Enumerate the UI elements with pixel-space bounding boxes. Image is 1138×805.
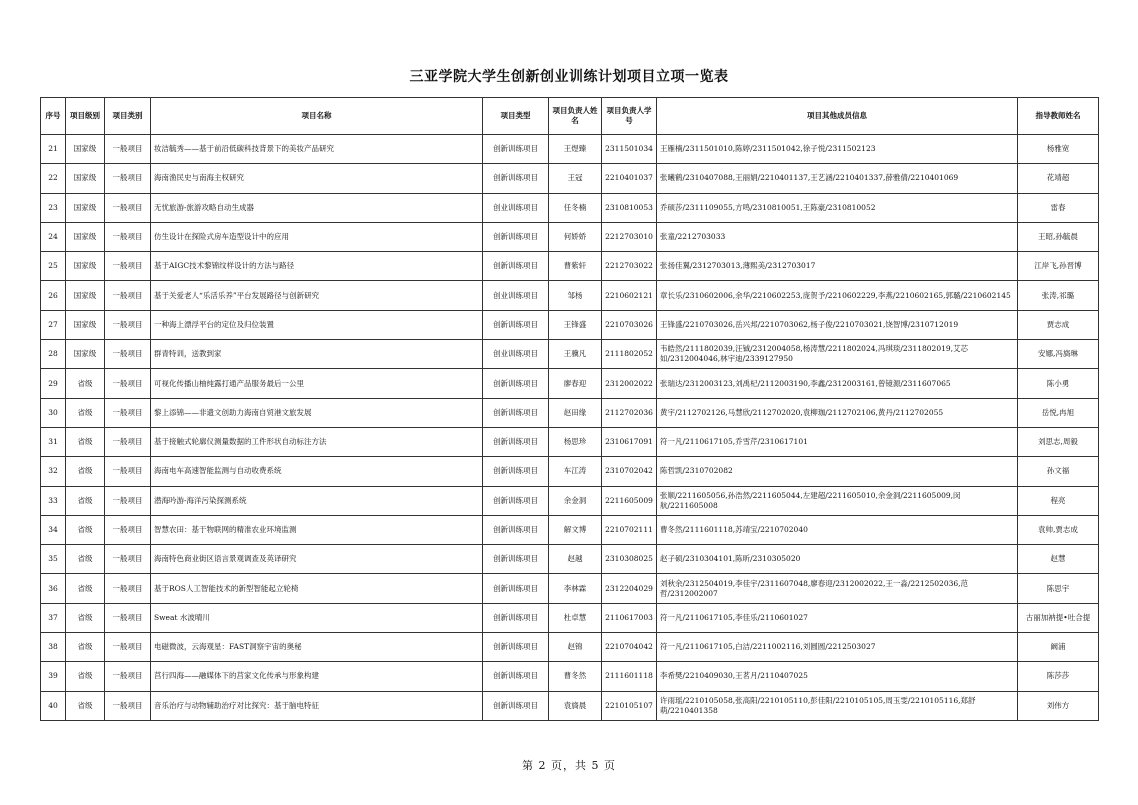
table-row: [41, 310, 1099, 339]
cell-project-type: 创新训练项目: [483, 662, 549, 691]
header-members: 项目其他成员信息: [657, 98, 1018, 135]
table-row: [41, 135, 1099, 164]
cell-members: 乔硕莎/2311109055,方鸣/2310810051,王陈豪/2310810052: [657, 193, 1018, 222]
cell-leader: 余金洞: [549, 486, 602, 515]
cell-project-name: 海南渔民史与南海主权研究: [151, 164, 483, 193]
cell-level: 省级: [66, 369, 105, 398]
cell-project-type: 创新训练项目: [483, 135, 549, 164]
cell-level: 国家级: [66, 164, 105, 193]
cell-leader-id: 2210602121: [602, 281, 657, 310]
cell-advisor: 雷春: [1018, 193, 1099, 222]
table-row: [41, 340, 1099, 369]
cell-leader: 任冬楠: [549, 193, 602, 222]
cell-category: 一般项目: [105, 164, 151, 193]
header-advisor: 指导教师姓名: [1018, 98, 1099, 135]
cell-advisor: 杨雅宽: [1018, 135, 1099, 164]
cell-leader: 曹紫轩: [549, 252, 602, 281]
cell-project-name: 仿生设计在探险式房车造型设计中的应用: [151, 222, 483, 251]
table-row: [41, 281, 1099, 310]
cell-project-type: 创新训练项目: [483, 252, 549, 281]
cell-category: 一般项目: [105, 457, 151, 486]
cell-category: 一般项目: [105, 603, 151, 632]
table-row: [41, 633, 1099, 662]
cell-members: 许雨瑶/2210105058,张高阳/2210105110,彭佳阳/2210105105,周玉雯/2210105116,郑舒萌/2210401358: [657, 691, 1018, 720]
cell-advisor: 袁帅,贾志成: [1018, 515, 1099, 544]
cell-project-name: 基于ROS人工智能技术的新型智能起立轮椅: [151, 574, 483, 603]
cell-project-type: 创新训练项目: [483, 486, 549, 515]
cell-project-name: 海南特色商业街区语言景观调查及英译研究: [151, 545, 483, 574]
table-row: [41, 515, 1099, 544]
cell-leader: 车江涛: [549, 457, 602, 486]
cell-leader-id: 2310702042: [602, 457, 657, 486]
table-row: [41, 545, 1099, 574]
cell-project-name: 妆洁毓秀——基于前沿低碳科技背景下的美妆产品研究: [151, 135, 483, 164]
project-table: [40, 97, 1099, 721]
cell-leader-id: 2212703022: [602, 252, 657, 281]
cell-no: 36: [41, 574, 66, 603]
cell-category: 一般项目: [105, 486, 151, 515]
cell-advisor: 程亮: [1018, 486, 1099, 515]
cell-category: 一般项目: [105, 662, 151, 691]
cell-level: 省级: [66, 515, 105, 544]
cell-members: 张曦鹤/2310407088,王丽娟/2210401137,王艺涵/2210401337,薛雅倩/2210401069: [657, 164, 1018, 193]
cell-level: 国家级: [66, 310, 105, 339]
cell-members: 曹冬然/2111601118,苏靖宝/2210702040: [657, 515, 1018, 544]
cell-members: 张顺/2211605056,孙浩然/2211605044,左建超/2211605010,余金洞/2211605009,闵航/2211605008: [657, 486, 1018, 515]
cell-leader: 王煜臻: [549, 135, 602, 164]
cell-leader: 王骥凡: [549, 340, 602, 369]
cell-project-type: 创新训练项目: [483, 545, 549, 574]
cell-advisor: 刘伟方: [1018, 691, 1099, 720]
cell-level: 省级: [66, 662, 105, 691]
cell-members: 章长乐/2310602006,余华/2210602253,庞贺予/2210602229,李燕/2210602165,郭璐/2210602145: [657, 281, 1018, 310]
cell-project-type: 创新训练项目: [483, 164, 549, 193]
cell-no: 23: [41, 193, 66, 222]
cell-advisor: 赵慧: [1018, 545, 1099, 574]
cell-leader: 袁旖晨: [549, 691, 602, 720]
cell-level: 省级: [66, 691, 105, 720]
cell-members: 赵子硕/2310304101,陈昕/2310305020: [657, 545, 1018, 574]
cell-advisor: 阚浦: [1018, 633, 1099, 662]
cell-leader: 邹杨: [549, 281, 602, 310]
cell-leader: 解文博: [549, 515, 602, 544]
cell-members: 黄宇/2112702126,马慧欣/2112702020,袁柳珈/2112702106,黄丹/2112702055: [657, 398, 1018, 427]
cell-category: 一般项目: [105, 515, 151, 544]
cell-project-name: 基于AIGC技术黎锦纹样设计的方法与路径: [151, 252, 483, 281]
cell-category: 一般项目: [105, 340, 151, 369]
cell-advisor: 孙文福: [1018, 457, 1099, 486]
cell-level: 省级: [66, 427, 105, 456]
cell-leader-id: 2110617003: [602, 603, 657, 632]
table-row: [41, 691, 1099, 720]
cell-project-name: 潜海吟游-海洋污染探测系统: [151, 486, 483, 515]
cell-category: 一般项目: [105, 252, 151, 281]
cell-level: 省级: [66, 457, 105, 486]
cell-level: 国家级: [66, 340, 105, 369]
cell-leader-id: 2210105107: [602, 691, 657, 720]
cell-leader-id: 2310810053: [602, 193, 657, 222]
cell-advisor: 张涛,祁璐: [1018, 281, 1099, 310]
document-title: 三亚学院大学生创新创业训练计划项目立项一览表: [409, 69, 729, 85]
cell-members: 李希樊/2210409030,王茗月/2110407025: [657, 662, 1018, 691]
table-row: [41, 486, 1099, 515]
cell-advisor: 安娜,冯旖琳: [1018, 340, 1099, 369]
cell-project-name: 智慧农田：基于物联网的精准农业环境监测: [151, 515, 483, 544]
cell-level: 国家级: [66, 135, 105, 164]
cell-leader: 王锋盛: [549, 310, 602, 339]
table-row: [41, 193, 1099, 222]
cell-members: 符一凡/2110617105,白洁/2211002116,刘圆圆/2212503027: [657, 633, 1018, 662]
cell-leader-id: 2312002022: [602, 369, 657, 398]
cell-project-type: 创新训练项目: [483, 457, 549, 486]
cell-leader-id: 2310308025: [602, 545, 657, 574]
cell-no: 32: [41, 457, 66, 486]
table-row: [41, 398, 1099, 427]
cell-project-name: 音乐治疗与动物辅助治疗对比探究：基于脑电特征: [151, 691, 483, 720]
cell-no: 24: [41, 222, 66, 251]
cell-leader: 杜卓慧: [549, 603, 602, 632]
cell-members: 符一凡/2110617105,李佳乐/2110601027: [657, 603, 1018, 632]
cell-leader: 何娇娇: [549, 222, 602, 251]
cell-no: 35: [41, 545, 66, 574]
cell-project-type: 创新训练项目: [483, 310, 549, 339]
cell-project-type: 创业训练项目: [483, 340, 549, 369]
table-row: [41, 574, 1099, 603]
cell-project-name: 一种海上漂浮平台的定位及归位装置: [151, 310, 483, 339]
cell-category: 一般项目: [105, 193, 151, 222]
cell-members: 张瑞达/2312003123,刘禹杞/2112003190,李鑫/2312003161,曾镜源/2311607065: [657, 369, 1018, 398]
cell-leader: 王冠: [549, 164, 602, 193]
cell-project-type: 创新训练项目: [483, 398, 549, 427]
page-footer: 第 2 页，共 5 页: [522, 759, 616, 772]
cell-no: 33: [41, 486, 66, 515]
cell-project-type: 创业训练项目: [483, 281, 549, 310]
cell-no: 31: [41, 427, 66, 456]
cell-project-type: 创新训练项目: [483, 633, 549, 662]
table-row: [41, 457, 1099, 486]
table-row: [41, 222, 1099, 251]
cell-project-name: 可视化传播山柚纯露打通产品服务最后一公里: [151, 369, 483, 398]
cell-project-type: 创业训练项目: [483, 193, 549, 222]
cell-no: 29: [41, 369, 66, 398]
cell-leader-id: 2310617091: [602, 427, 657, 456]
cell-project-type: 创新训练项目: [483, 515, 549, 544]
cell-no: 30: [41, 398, 66, 427]
header-level: 项目级别: [66, 98, 105, 135]
table-row: [41, 369, 1099, 398]
cell-project-name: 黎上添锦——非遗文创助力海南自贸港文旅发展: [151, 398, 483, 427]
cell-members: 王锋盛/2210703026,岳兴邦/2210703062,杨子俊/2210703021,饶智博/2310712019: [657, 310, 1018, 339]
cell-leader: 赵越: [549, 545, 602, 574]
cell-project-name: 无忧旅游-旅游攻略自动生成器: [151, 193, 483, 222]
cell-project-name: Sweat 水波晴川: [151, 603, 483, 632]
cell-level: 省级: [66, 545, 105, 574]
cell-project-name: 群青特训，送教到家: [151, 340, 483, 369]
cell-project-type: 创新训练项目: [483, 603, 549, 632]
cell-level: 省级: [66, 603, 105, 632]
cell-level: 省级: [66, 486, 105, 515]
cell-members: 陈哲凯/2310702082: [657, 457, 1018, 486]
cell-leader-id: 2210704042: [602, 633, 657, 662]
cell-no: 27: [41, 310, 66, 339]
cell-no: 22: [41, 164, 66, 193]
cell-leader-id: 2212703010: [602, 222, 657, 251]
cell-project-name: 莒行四海——融媒体下的莒家文化传承与形象构建: [151, 662, 483, 691]
cell-category: 一般项目: [105, 574, 151, 603]
cell-no: 21: [41, 135, 66, 164]
cell-leader: 杨思珍: [549, 427, 602, 456]
cell-project-type: 创新训练项目: [483, 369, 549, 398]
cell-level: 省级: [66, 398, 105, 427]
cell-members: 韦皓然/2111802039,汪铖/2312004058,杨涛慧/2211802024,冯琪琰/2311802019,艾芯如/2312004046,林宇迪/2339127950: [657, 340, 1018, 369]
cell-category: 一般项目: [105, 427, 151, 456]
cell-level: 国家级: [66, 222, 105, 251]
table-row: [41, 164, 1099, 193]
cell-leader: 赵锦: [549, 633, 602, 662]
cell-no: 39: [41, 662, 66, 691]
cell-leader-id: 2210703026: [602, 310, 657, 339]
cell-members: 王雁楠/2311501010,陈婷/2311501042,徐子悦/2311502123: [657, 135, 1018, 164]
cell-leader: 赵田缘: [549, 398, 602, 427]
cell-level: 国家级: [66, 193, 105, 222]
cell-project-type: 创新训练项目: [483, 222, 549, 251]
cell-no: 25: [41, 252, 66, 281]
cell-category: 一般项目: [105, 369, 151, 398]
cell-leader-id: 2111601118: [602, 662, 657, 691]
cell-category: 一般项目: [105, 691, 151, 720]
cell-leader-id: 2111802052: [602, 340, 657, 369]
cell-advisor: 贾志成: [1018, 310, 1099, 339]
cell-advisor: 刘思志,周毅: [1018, 427, 1099, 456]
table-row: [41, 427, 1099, 456]
cell-no: 34: [41, 515, 66, 544]
header-leader-id: 项目负责人学号: [602, 98, 657, 135]
header-leader: 项目负责人姓名: [549, 98, 602, 135]
cell-leader-id: 2311501034: [602, 135, 657, 164]
cell-no: 38: [41, 633, 66, 662]
cell-category: 一般项目: [105, 398, 151, 427]
cell-members: 刘秋余/2312504019,李佳宇/2311607048,廖春迎/2312002022,王一淼/2212502036,范哲/2312002007: [657, 574, 1018, 603]
cell-members: 符一凡/2110617105,乔雪芹/2310617101: [657, 427, 1018, 456]
cell-leader-id: 2112702036: [602, 398, 657, 427]
cell-leader: 李林霖: [549, 574, 602, 603]
cell-leader-id: 2210702111: [602, 515, 657, 544]
cell-no: 28: [41, 340, 66, 369]
table-row: [41, 252, 1099, 281]
cell-advisor: 陈思宇: [1018, 574, 1099, 603]
cell-category: 一般项目: [105, 222, 151, 251]
header-category: 项目类别: [105, 98, 151, 135]
cell-advisor: 陈小勇: [1018, 369, 1099, 398]
header-row: [41, 98, 1099, 135]
cell-project-name: 基于关爱老人“乐活乐养”平台发展路径与创新研究: [151, 281, 483, 310]
cell-members: 张扬佳翼/2312703013,薄熙美/2312703017: [657, 252, 1018, 281]
cell-category: 一般项目: [105, 135, 151, 164]
cell-advisor: 陈莎莎: [1018, 662, 1099, 691]
cell-advisor: 花靖超: [1018, 164, 1099, 193]
cell-level: 国家级: [66, 252, 105, 281]
cell-project-type: 创新训练项目: [483, 691, 549, 720]
cell-category: 一般项目: [105, 310, 151, 339]
header-project-name: 项目名称: [151, 98, 483, 135]
cell-leader-id: 2312204029: [602, 574, 657, 603]
cell-advisor: 王昭,孙毓晨: [1018, 222, 1099, 251]
cell-no: 37: [41, 603, 66, 632]
cell-advisor: 古丽加衲提•吐合提: [1018, 603, 1099, 632]
header-no: 序号: [41, 98, 66, 135]
cell-category: 一般项目: [105, 545, 151, 574]
cell-level: 国家级: [66, 281, 105, 310]
cell-no: 26: [41, 281, 66, 310]
cell-leader: 廖春迎: [549, 369, 602, 398]
cell-no: 40: [41, 691, 66, 720]
cell-leader: 曹冬然: [549, 662, 602, 691]
cell-project-name: 海南电车高速智能监测与自动收费系统: [151, 457, 483, 486]
cell-leader-id: 2210401037: [602, 164, 657, 193]
cell-project-name: 基于接触式轮廓仪测量数据的工件形状自动标注方法: [151, 427, 483, 456]
cell-project-type: 创新训练项目: [483, 574, 549, 603]
table-row: [41, 603, 1099, 632]
cell-project-name: 电磁微波，云海观星：FAST洞察宇宙的奥秘: [151, 633, 483, 662]
cell-level: 省级: [66, 574, 105, 603]
cell-category: 一般项目: [105, 281, 151, 310]
table-row: [41, 662, 1099, 691]
cell-members: 张童/2212703033: [657, 222, 1018, 251]
cell-advisor: 江岸飞,孙晋博: [1018, 252, 1099, 281]
cell-advisor: 岳悦,冉旭: [1018, 398, 1099, 427]
header-project-type: 项目类型: [483, 98, 549, 135]
cell-level: 省级: [66, 633, 105, 662]
cell-project-type: 创新训练项目: [483, 427, 549, 456]
cell-leader-id: 2211605009: [602, 486, 657, 515]
cell-category: 一般项目: [105, 633, 151, 662]
